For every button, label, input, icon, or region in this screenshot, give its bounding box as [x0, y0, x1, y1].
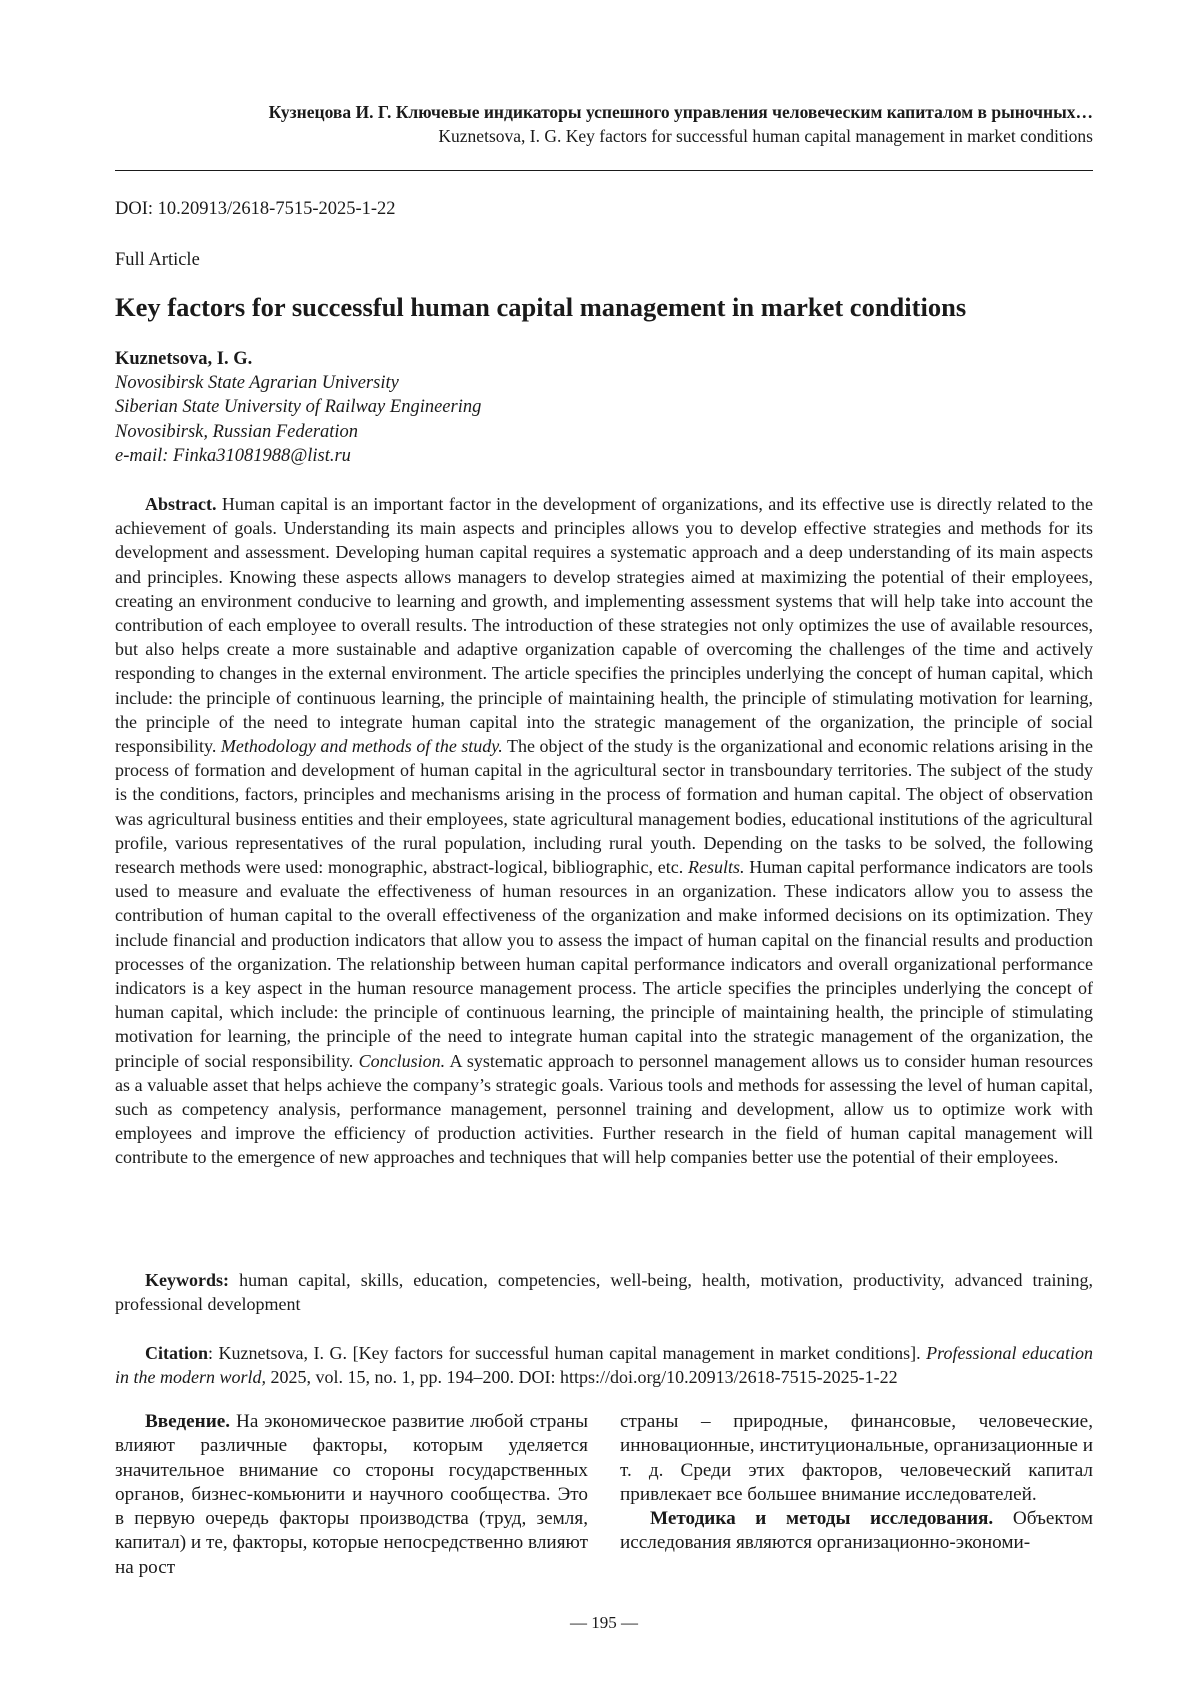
affiliation-2: Siberian State University of Railway Engineering	[115, 397, 482, 418]
abstract-part-2: The object of the study is the organizational and economic relations arising in the process of formation and development of human capital in the agricultural sector in transboundary territories. The subject of the study is the conditions, factors, principles and mechanisms arising in the process of formation and human capital. The object of observation was agricultural business entities and their employees, state agricultural management bodies, educational institutions of the agricultural profile, various representatives of the rural population, including rural youth. Depending on the tasks to be solved, the following research methods were used: monographic, abstract-logical, bibliographic, etc.	[115, 736, 1094, 878]
running-title-ru: Кузнецова И. Г. Ключевые индикаторы успешного управления человеческим капиталом в рыночных…	[268, 102, 1093, 122]
citation-text-1: : Kuznetsova, I. G. [Key factors for successful human capital management in market conditions].	[208, 1343, 921, 1363]
running-head	[115, 100, 1093, 148]
abstract-part-4: A systematic approach to personnel management allows us to consider human resources as a valuable asset that helps achieve the company’s strategic goals. Various tools and methods for assessing the level of human capital, such as competency analysis, performance management, personnel training and development, allow us to optimize work with employees and improve the efficiency of production activities. Further research in the field of human capital management will contribute to the emergence of new approaches and techniques that will help companies better use the potential of their employees.	[115, 1050, 1093, 1168]
intro-continuation: страны – природные, финансовые, человеческие, инновационные, институциональные, организационные и т. д. Среди этих факторов, человеческий капитал привлекает все большее внимание исследователей.	[620, 1411, 1093, 1505]
abstract-part-3: Human capital performance indicators are tools used to measure and evaluate the effectiveness of human resources in an organization. These indicators allow you to assess the contribution of human capital to the overall effectiveness of the organization and make informed decisions on its optimization. They include financial and production indicators that allow you to assess the impact of human capital on the financial results and production processes of the organization. The relationship between human capital performance indicators and overall organizational performance indicators is a key aspect in the human resource management process. The article specifies the principles underlying the concept of human capital, which include: the principle of continuous learning, the principle of maintaining health, the principle of stimulating motivation for learning, the principle of the need to integrate human capital into the strategic management of the organization, the principle of social responsibility.	[115, 857, 1093, 1071]
intro-paragraph	[115, 1410, 588, 1580]
intro-text: На экономическое развитие любой страны влияют различные факторы, которым уделяется значительное внимание со стороны государственных органов, бизнес-комьюнити и научного сообщества. Это в первую очередь факторы производства (труд, земля, капитал) и те, факторы, которые непосредственно влияют на рост	[115, 1411, 589, 1578]
keywords-label: Keywords:	[145, 1270, 229, 1290]
citation	[115, 1341, 1093, 1389]
page-number: — 195 —	[570, 1613, 638, 1632]
citation-text-2: 2025, vol. 15, no. 1, pp. 194–200. DOI: https://doi.org/10.20913/2618-7515-2025-1-22	[270, 1367, 898, 1388]
author-location: Novosibirsk, Russian Federation	[115, 421, 359, 442]
methods-label: Методика и методы исследования.	[650, 1508, 994, 1530]
body-column-right	[620, 1410, 1093, 1556]
affiliation-1: Novosibirsk State Agrarian University	[115, 373, 399, 394]
doi: DOI: 10.20913/2618-7515-2025-1-22	[115, 199, 396, 219]
citation-journal: Professional education in the modern world,	[115, 1343, 1093, 1388]
abstract-label: Abstract.	[145, 494, 217, 514]
keywords	[115, 1268, 1093, 1316]
author-block	[115, 347, 481, 468]
header-rule	[115, 170, 1093, 171]
abstract	[115, 492, 1093, 1170]
abstract-conclusion-label: Conclusion.	[358, 1050, 446, 1071]
citation-label: Citation	[145, 1343, 208, 1363]
article-title: Key factors for successful human capital management in market conditions	[115, 292, 967, 322]
methods-text: Объектом исследования являются организационно-экономи-	[620, 1508, 1093, 1554]
abstract-methods-label: Methodology and methods of the study.	[220, 736, 503, 757]
methods-paragraph	[620, 1507, 1093, 1556]
article-type: Full Article	[115, 250, 200, 270]
author-name: Kuznetsova, I. G.	[115, 349, 253, 369]
running-title-en: Kuznetsova, I. G. Key factors for successful human capital management in market conditions	[438, 126, 1093, 146]
abstract-part-1: Human capital is an important factor in the development of organizations, and its effective use is directly related to the achievement of goals. Understanding its main aspects and principles allows you to develop effective strategies and methods for its development and assessment. Developing human capital requires a systematic approach and a deep understanding of its main aspects and principles. Knowing these aspects allows managers to develop strategies aimed at maximizing the potential of their employees, creating an environment conducive to learning and growth, and implementing assessment systems that will help take into account the contribution of each employee to overall results. The introduction of these strategies not only optimizes the use of available resources, but also helps create a more sustainable and adaptive organization capable of overcoming the challenges of the time and actively responding to changes in the external environment. The article specifies the principles underlying the concept of human capital, which include: the principle of continuous learning, the principle of maintaining health, the principle of stimulating motivation for learning, the principle of the need to integrate human capital into the strategic management of the organization, the principle of social responsibility.	[115, 494, 1094, 757]
body-column-left	[115, 1410, 588, 1580]
author-email: e-mail: Finka31081988@list.ru	[115, 445, 351, 466]
intro-label: Введение.	[145, 1411, 231, 1432]
keywords-text: human capital, skills, education, competencies, well-being, health, motivation, productivity, advanced training, professional development	[115, 1270, 1094, 1315]
abstract-results-label: Results.	[687, 857, 745, 878]
